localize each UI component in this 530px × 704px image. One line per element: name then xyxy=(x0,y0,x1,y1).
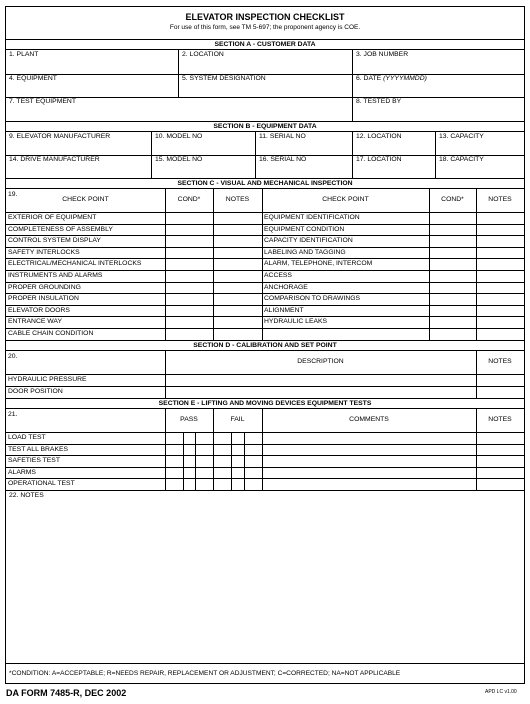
check-point-left-10: CABLE CHAIN CONDITION xyxy=(8,330,94,337)
test-row-2: SAFETIES TEST xyxy=(8,457,60,465)
test-row-1: TEST ALL BRAKES xyxy=(8,445,69,453)
section-b-heading: SECTION B - EQUIPMENT DATA xyxy=(6,121,524,132)
serial-no-field-1[interactable]: 11. SERIAL NO xyxy=(255,132,352,155)
cond-left-0[interactable] xyxy=(165,212,213,223)
notes-left-7[interactable] xyxy=(213,293,262,304)
check-point-left-9: ENTRANCE WAY xyxy=(8,318,62,326)
notes-right-2[interactable] xyxy=(476,235,524,246)
check-point-right-0: EQUIPMENT IDENTIFICATION xyxy=(264,214,360,221)
fail-checkbox-3[interactable] xyxy=(231,467,244,478)
notes-e-field-1[interactable] xyxy=(476,444,524,455)
form-number: DA FORM 7485-R, DEC 2002 xyxy=(6,688,127,698)
check-point-right-8: ALIGNMENT xyxy=(264,306,304,314)
date-field[interactable] xyxy=(352,74,524,97)
notes-right-1[interactable] xyxy=(476,224,524,235)
check-point-left-5: INSTRUMENTS AND ALARMS xyxy=(8,272,103,279)
comments-field-4[interactable] xyxy=(262,478,476,489)
test-row-4: OPERATIONAL TEST xyxy=(8,480,75,488)
description-field-0[interactable] xyxy=(165,374,476,385)
cond-right-5[interactable] xyxy=(429,270,476,281)
check-point-right-7: COMPARISON TO DRAWINGS xyxy=(264,295,361,303)
col-cond-left: COND* xyxy=(177,196,201,203)
col-cond-right: COND* xyxy=(441,196,464,203)
comments-field-1[interactable] xyxy=(262,444,476,455)
notes-left-2[interactable] xyxy=(213,235,262,246)
capacity-field-1[interactable]: 13. CAPACITY xyxy=(435,132,524,155)
cond-left-6[interactable] xyxy=(165,282,213,293)
cond-right-1[interactable] xyxy=(429,224,476,235)
comments-field-3[interactable] xyxy=(262,467,476,478)
apd-version: APD LC v1.00 xyxy=(485,689,517,695)
notes-left-0[interactable] xyxy=(213,212,262,223)
cond-right-4[interactable] xyxy=(429,258,476,269)
cond-right-9[interactable] xyxy=(429,316,476,327)
item-21-number: 21. xyxy=(8,411,18,418)
check-point-left-1: COMPLETENESS OF ASSEMBLY xyxy=(8,225,113,233)
pass-checkbox-1[interactable] xyxy=(183,444,195,455)
fail-checkbox-0[interactable] xyxy=(231,432,244,443)
col-description: DESCRIPTION xyxy=(297,358,344,365)
elevator-manufacturer-field[interactable]: 9. ELEVATOR MANUFACTURER xyxy=(9,133,111,140)
pass-checkbox-4[interactable] xyxy=(183,478,195,489)
check-point-right-2: CAPACITY IDENTIFICATION xyxy=(264,237,353,245)
notes-left-8[interactable] xyxy=(213,305,262,316)
section-c-heading: SECTION C - VISUAL AND MECHANICAL INSPECTION xyxy=(6,178,524,189)
notes-field[interactable]: 22. NOTES xyxy=(9,492,44,499)
condition-legend: *CONDITION: A=ACCEPTABLE; R=NEEDS REPAIR, REPLACEMENT OR ADJUSTMENT; C=CORRECTED; NA=NOT APPLICABLE xyxy=(9,670,401,677)
notes-right-9[interactable] xyxy=(476,316,524,327)
system-designation-field[interactable]: 5. SYSTEM DESIGNATION xyxy=(178,74,352,97)
fail-checkbox-1[interactable] xyxy=(231,444,244,455)
model-no-field-1[interactable]: 10. MODEL NO xyxy=(151,132,255,155)
cond-left-2[interactable] xyxy=(165,235,213,246)
check-point-right-1: EQUIPMENT CONDITION xyxy=(264,225,345,233)
check-point-right-9: HYDRAULIC LEAKS xyxy=(264,318,328,326)
capacity-field-2[interactable]: 18. CAPACITY xyxy=(435,155,524,178)
plant-field[interactable]: 1. PLANT xyxy=(9,51,39,58)
col-fail: FAIL xyxy=(230,416,245,423)
notes-right-10[interactable] xyxy=(476,328,524,339)
col-notes-left: NOTES xyxy=(225,196,250,203)
date-format: (YYYYMMDD) xyxy=(383,75,427,82)
pass-checkbox-0[interactable] xyxy=(183,432,195,443)
cond-left-5[interactable] xyxy=(165,270,213,281)
col-pass: PASS xyxy=(180,416,198,423)
item-19-number: 19. xyxy=(8,191,18,198)
cond-left-9[interactable] xyxy=(165,316,213,327)
notes-left-1[interactable] xyxy=(213,224,262,235)
item-20-number: 20. xyxy=(8,353,18,360)
notes-e-field-2[interactable] xyxy=(476,455,524,466)
test-row-0: LOAD TEST xyxy=(8,434,46,441)
test-row-3: ALARMS xyxy=(8,468,36,476)
model-no-field-2[interactable]: 15. MODEL NO xyxy=(151,155,255,178)
check-point-left-6: PROPER GROUNDING xyxy=(8,283,81,291)
fail-checkbox-2[interactable] xyxy=(231,455,244,466)
cond-right-3[interactable] xyxy=(429,247,476,258)
notes-e-field-3[interactable] xyxy=(476,467,524,478)
drive-manufacturer-field[interactable]: 14. DRIVE MANUFACTURER xyxy=(9,156,100,163)
pass-checkbox-3[interactable] xyxy=(183,467,195,478)
cond-left-7[interactable] xyxy=(165,293,213,304)
location-field-2[interactable]: 17. LOCATION xyxy=(352,155,435,178)
location-field[interactable]: 2. LOCATION xyxy=(178,50,352,74)
check-point-left-7: PROPER INSULATION xyxy=(8,295,79,303)
notes-right-6[interactable] xyxy=(476,282,524,293)
calibration-row-0: HYDRAULIC PRESSURE xyxy=(8,376,87,383)
cond-right-2[interactable] xyxy=(429,235,476,246)
cond-right-6[interactable] xyxy=(429,282,476,293)
section-a-heading: SECTION A - CUSTOMER DATA xyxy=(6,39,524,50)
fail-checkbox-4[interactable] xyxy=(231,478,244,489)
job-number-field[interactable]: 3. JOB NUMBER xyxy=(352,50,524,74)
cond-left-3[interactable] xyxy=(165,247,213,258)
pass-checkbox-2[interactable] xyxy=(183,455,195,466)
inspection-form xyxy=(5,6,525,684)
form-title: ELEVATOR INSPECTION CHECKLIST xyxy=(185,12,345,22)
cond-right-10[interactable] xyxy=(429,328,476,339)
notes-right-7[interactable] xyxy=(476,293,524,304)
cond-left-10[interactable] xyxy=(165,328,213,339)
notes-d-field-1[interactable] xyxy=(476,386,524,397)
description-field-1[interactable] xyxy=(165,386,476,397)
col-notes-e: NOTES xyxy=(488,416,512,423)
check-point-right-5: ACCESS xyxy=(264,272,292,279)
comments-field-0[interactable] xyxy=(262,432,476,443)
col-notes-d: NOTES xyxy=(488,358,512,365)
notes-left-5[interactable] xyxy=(213,270,262,281)
check-point-left-8: ELEVATOR DOORS xyxy=(8,306,70,314)
col-notes-right: NOTES xyxy=(488,196,512,203)
col-check-point-right: CHECK POINT xyxy=(322,196,369,203)
notes-left-3[interactable] xyxy=(213,247,262,258)
cond-left-4[interactable] xyxy=(165,258,213,269)
notes-left-9[interactable] xyxy=(213,316,262,327)
notes-right-3[interactable] xyxy=(476,247,524,258)
check-point-right-6: ANCHORAGE xyxy=(264,283,308,291)
form-subtitle: For use of this form, see TM 5-697; the proponent agency is COE. xyxy=(169,24,361,31)
notes-e-field-4[interactable] xyxy=(476,478,524,489)
serial-no-field-2[interactable]: 16. SERIAL NO xyxy=(255,155,352,178)
cond-right-0[interactable] xyxy=(429,212,476,223)
cond-right-8[interactable] xyxy=(429,305,476,316)
notes-right-4[interactable] xyxy=(476,258,524,269)
notes-right-8[interactable] xyxy=(476,305,524,316)
notes-right-0[interactable] xyxy=(476,212,524,223)
check-point-left-0: EXTERIOR OF EQUIPMENT xyxy=(8,214,97,221)
date-label: 6. DATE xyxy=(356,75,384,82)
check-point-left-3: SAFETY INTERLOCKS xyxy=(8,248,80,256)
section-d-heading: SECTION D - CALIBRATION AND SET POINT xyxy=(6,340,524,351)
check-point-right-3: LABELING AND TAGGING xyxy=(264,248,346,256)
equipment-field[interactable]: 4. EQUIPMENT xyxy=(9,75,57,82)
cond-right-7[interactable] xyxy=(429,293,476,304)
col-check-point-left: CHECK POINT xyxy=(62,196,109,203)
notes-d-field-0[interactable] xyxy=(476,374,524,385)
location-field-1[interactable]: 12. LOCATION xyxy=(352,132,435,155)
check-point-left-2: CONTROL SYSTEM DISPLAY xyxy=(8,237,101,245)
notes-left-10[interactable] xyxy=(213,328,262,339)
notes-e-field-0[interactable] xyxy=(476,432,524,443)
section-e-heading: SECTION E - LIFTING AND MOVING DEVICES EQUIPMENT TESTS xyxy=(6,398,524,409)
check-point-left-4: ELECTRICAL/MECHANICAL INTERLOCKS xyxy=(8,260,142,268)
notes-left-4[interactable] xyxy=(213,258,262,269)
calibration-row-1: DOOR POSITION xyxy=(8,388,63,395)
comments-field-2[interactable] xyxy=(262,455,476,466)
test-equipment-field[interactable]: 7. TEST EQUIPMENT xyxy=(9,98,76,105)
cond-left-1[interactable] xyxy=(165,224,213,235)
tested-by-field[interactable]: 8. TESTED BY xyxy=(352,97,524,121)
cond-left-8[interactable] xyxy=(165,305,213,316)
check-point-right-4: ALARM, TELEPHONE, INTERCOM xyxy=(264,260,373,268)
notes-right-5[interactable] xyxy=(476,270,524,281)
col-comments: COMMENTS xyxy=(349,416,389,423)
notes-left-6[interactable] xyxy=(213,282,262,293)
